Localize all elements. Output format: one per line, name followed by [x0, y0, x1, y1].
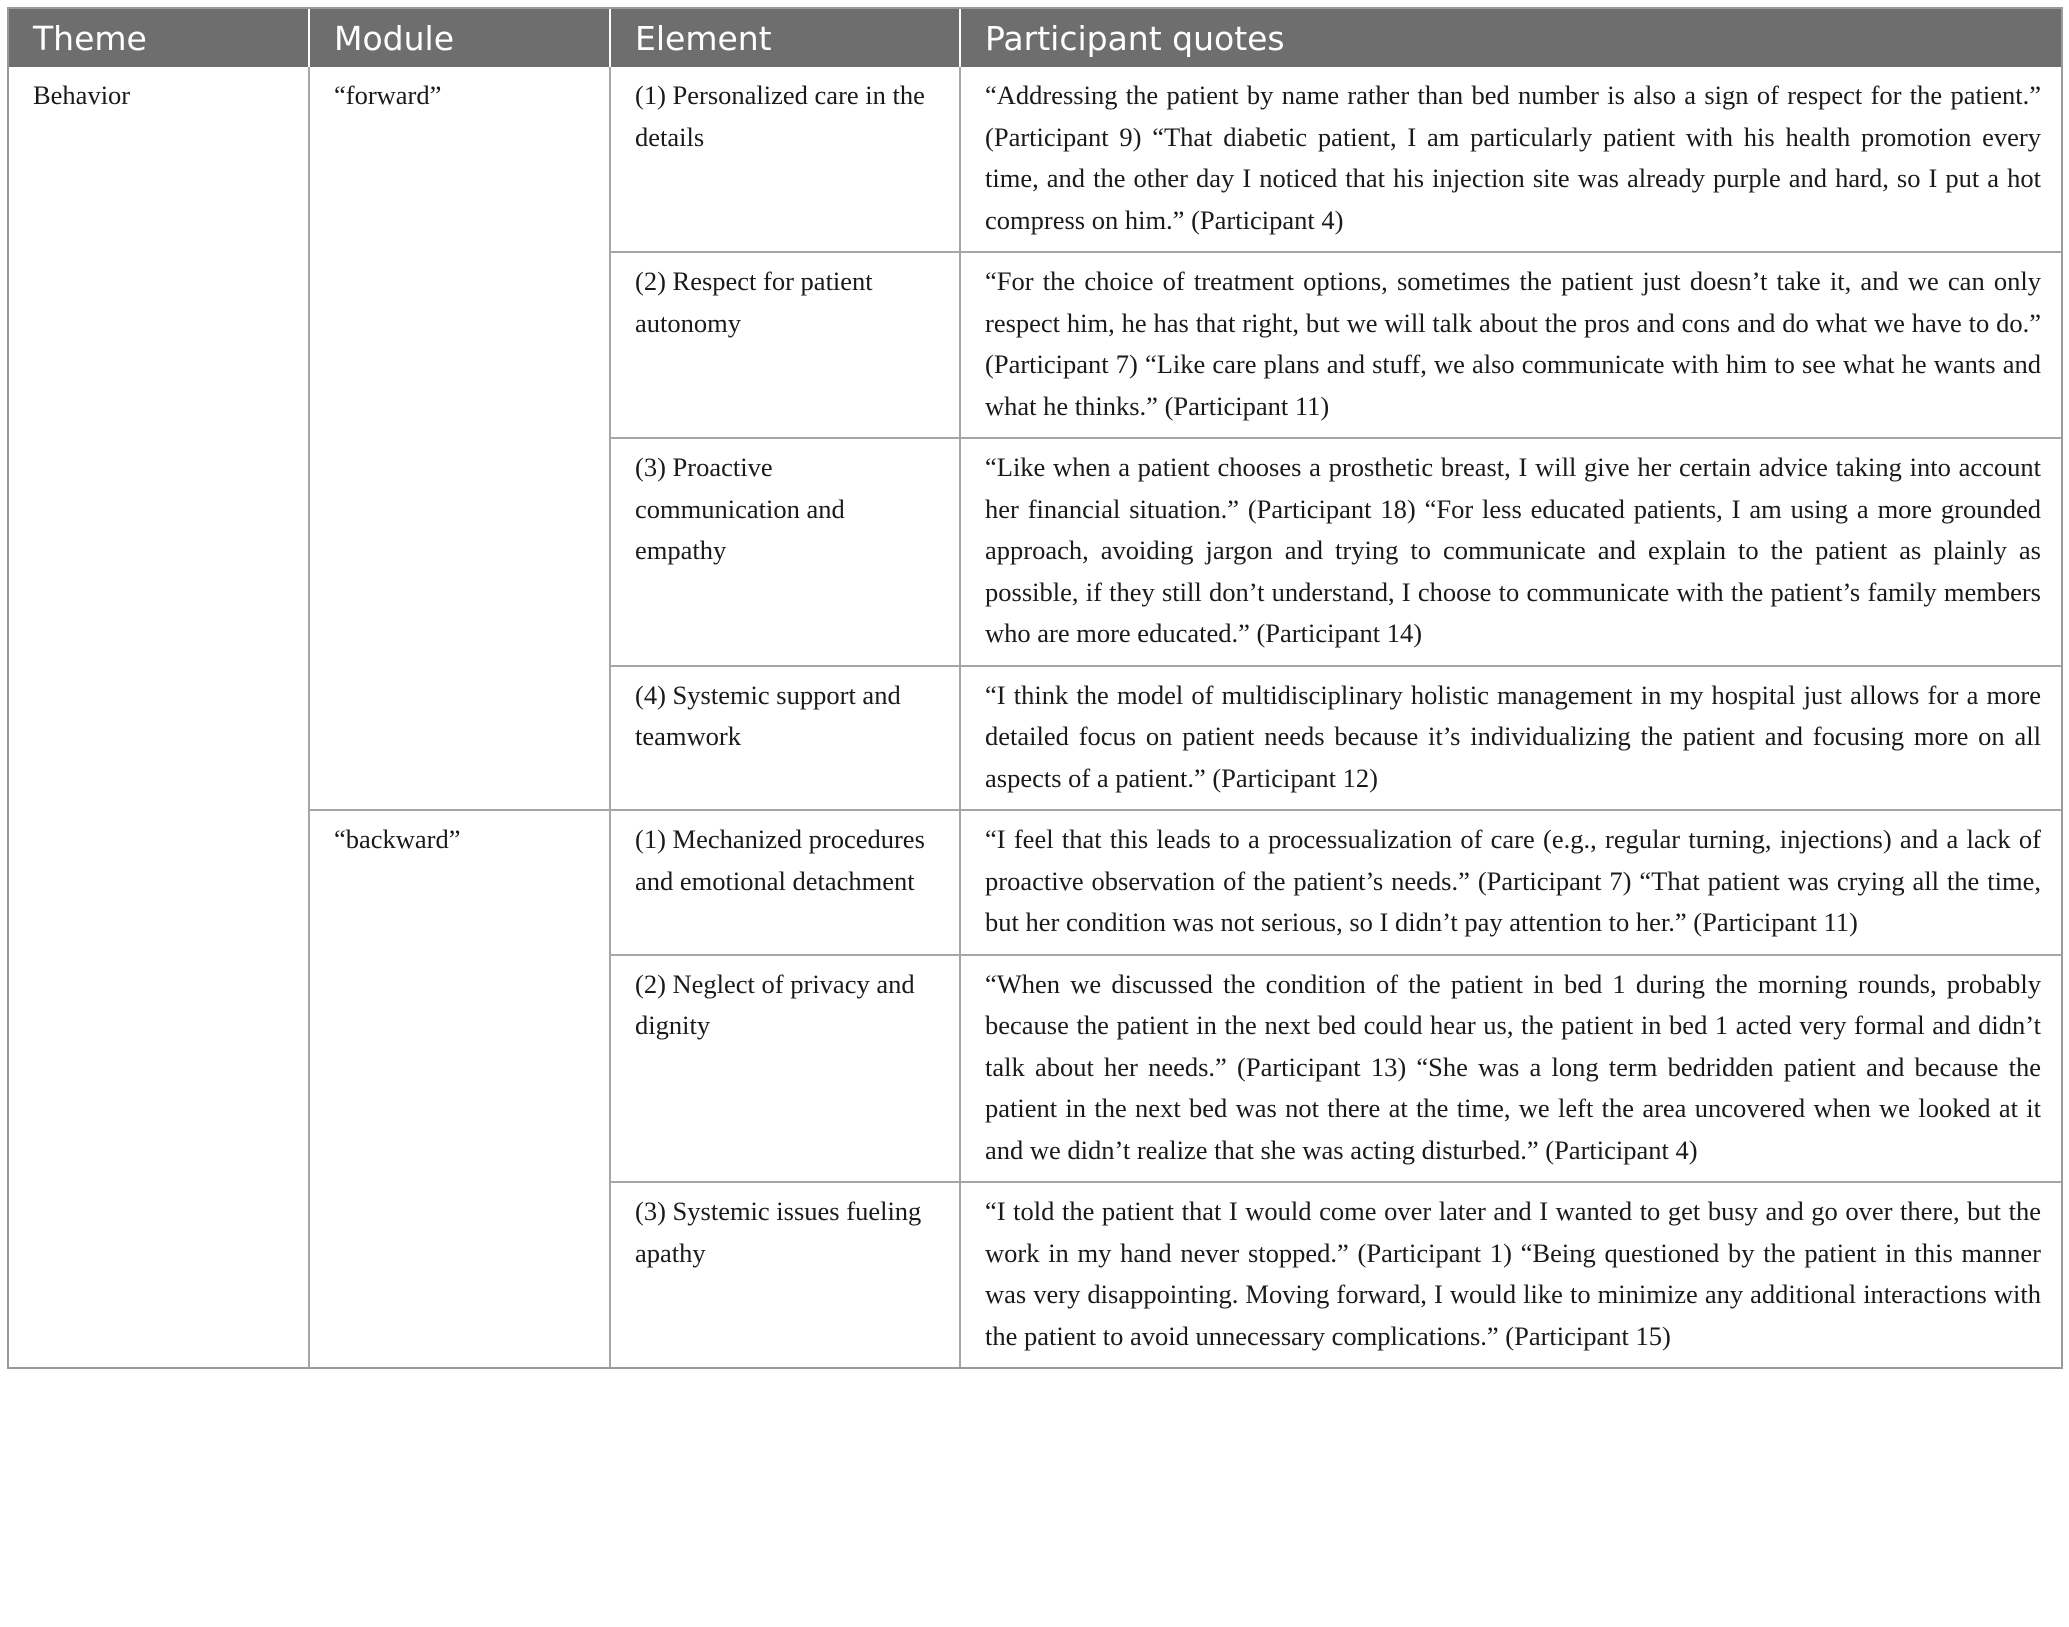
- header-theme: Theme: [9, 9, 309, 67]
- element-cell: (4) Systemic support and teamwork: [610, 666, 960, 811]
- element-cell: (1) Personalized care in the details: [610, 67, 960, 252]
- module-cell-backward: “backward”: [309, 810, 610, 1367]
- element-cell: (2) Respect for patient autonomy: [610, 252, 960, 438]
- theme-cell: Behavior: [33, 80, 131, 110]
- table-body: [9, 67, 2061, 1367]
- quotes-cell: “Addressing the patient by name rather than bed number is also a sign of respect for the patient.” (Participant 9) “That diabetic patient, I am particularly patient with his health promotion every time, and the other day I noticed that his injection site was already purple and hard, so I put a hot compress on him.” (Participant 4): [960, 67, 2061, 252]
- table-header: [9, 9, 2061, 67]
- element-cell: (3) Proactive communication and empathy: [610, 438, 960, 666]
- header-module: Module: [309, 9, 610, 67]
- table-row: [9, 67, 2061, 252]
- module-cell-forward: “forward”: [309, 67, 610, 810]
- quotes-cell: “For the choice of treatment options, sometimes the patient just doesn’t take it, and we can only respect him, he has that right, but we will talk about the pros and cons and do what we have to do.” (Participant 7) “Like care plans and stuff, we also communicate with him to see what he wants and what he thinks.” (Participant 11): [960, 252, 2061, 438]
- header-participant-quotes: Participant quotes: [960, 9, 2061, 67]
- quotes-cell: “I told the patient that I would come over later and I wanted to get busy and go over there, but the work in my hand never stopped.” (Participant 1) “Being questioned by the patient in this manner was very disappointing. Moving forward, I would like to minimize any additional interactions with the patient to avoid unnecessary complications.” (Participant 15): [960, 1182, 2061, 1367]
- quotes-cell: “When we discussed the condition of the patient in bed 1 during the morning rounds, probably because the patient in the next bed could hear us, the patient in bed 1 acted very formal and didn’t talk about her needs.” (Participant 13) “She was a long term bedridden patient and because the patient in the next bed was not there at the time, we left the area uncovered when we looked at it and we didn’t realize that she was acting disturbed.” (Participant 4): [960, 955, 2061, 1183]
- element-cell: (3) Systemic issues fueling apathy: [610, 1182, 960, 1367]
- element-cell: (1) Mechanized procedures and emotional detachment: [610, 810, 960, 955]
- quotes-cell: “I think the model of multidisciplinary holistic management in my hospital just allows for a more detailed focus on patient needs because it’s individualizing the patient and focusing more on all aspects of a patient.” (Participant 12): [960, 666, 2061, 811]
- themes-table: [9, 9, 2061, 1367]
- header-element: Element: [610, 9, 960, 67]
- quotes-cell: “Like when a patient chooses a prosthetic breast, I will give her certain advice taking into account her financial situation.” (Participant 18) “For less educated patients, I am using a more grounded approach, avoiding jargon and trying to communicate and explain to the patient as plainly as possible, if they still don’t understand, I choose to communicate with the patient’s family members who are more educated.” (Participant 14): [960, 438, 2061, 666]
- element-cell: (2) Neglect of privacy and dignity: [610, 955, 960, 1183]
- quotes-cell: “I feel that this leads to a processualization of care (e.g., regular turning, injections) and a lack of proactive observation of the patient’s needs.” (Participant 7) “That patient was crying all the time, but her condition was not serious, so I didn’t pay attention to her.” (Participant 11): [960, 810, 2061, 955]
- table-row: [9, 810, 2061, 955]
- header-row: [9, 9, 2061, 67]
- themes-table-container: [7, 7, 2063, 1369]
